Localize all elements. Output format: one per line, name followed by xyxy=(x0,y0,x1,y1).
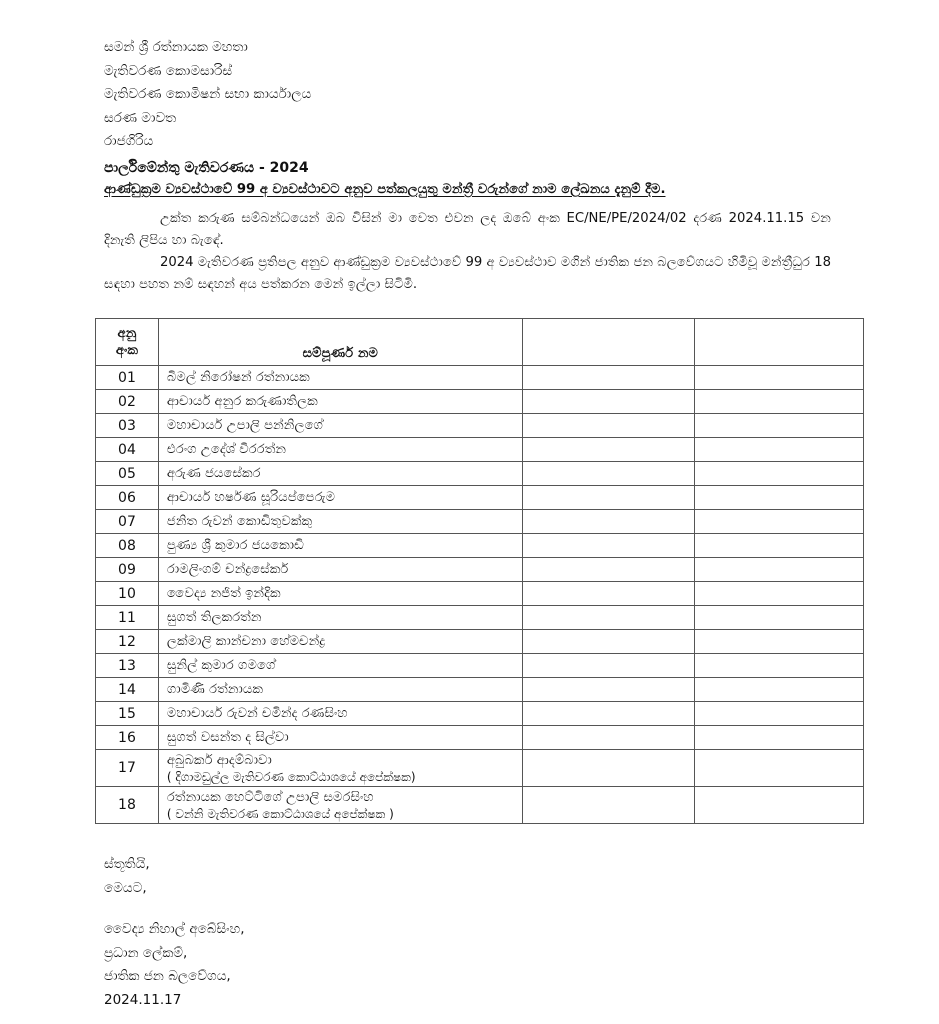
table-row xyxy=(96,390,864,414)
row-number: 15 xyxy=(96,702,159,726)
closing-yours: මෙයට, xyxy=(104,880,147,896)
nominee-name: ආචාර්ය අනුර කරුණාතිලක xyxy=(166,394,318,409)
blank-cell xyxy=(695,678,864,702)
nominee-name: අබුබකර් ආදම්බාවා xyxy=(166,752,272,768)
row-number: 18 xyxy=(96,787,159,824)
row-number: 01 xyxy=(96,366,159,390)
row-name-cell xyxy=(158,726,522,750)
blank-cell xyxy=(522,486,695,510)
blank-cell xyxy=(695,390,864,414)
blank-cell xyxy=(695,582,864,606)
blank-cell xyxy=(695,438,864,462)
signature-block xyxy=(104,918,245,1012)
nominee-name: මහාචාර්ය උපාලි පන්නිලගේ xyxy=(166,418,323,433)
row-number: 14 xyxy=(96,678,159,702)
row-number: 11 xyxy=(96,606,159,630)
nominee-name: ලක්මාලි කාන්චනා හේමචන්ද්‍ර xyxy=(166,634,326,649)
table-row xyxy=(96,486,864,510)
table-row xyxy=(96,366,864,390)
column-header-blank xyxy=(522,319,695,366)
table-row xyxy=(96,750,864,787)
letter-date: 2024.11.17 xyxy=(104,991,182,1008)
blank-cell xyxy=(522,787,695,824)
blank-cell xyxy=(522,414,695,438)
address-line: මැතිවරණ කොමිෂන් සභා කාර්යාලය xyxy=(104,86,312,102)
table-row xyxy=(96,678,864,702)
row-name-cell xyxy=(158,510,522,534)
blank-cell xyxy=(522,510,695,534)
table-row xyxy=(96,462,864,486)
row-number: 04 xyxy=(96,438,159,462)
nominee-note: ( දිගාමඩුල්ල මැතිවරණ කොට්ඨාශයේ අපේක්ෂක) xyxy=(166,769,416,784)
blank-cell xyxy=(522,654,695,678)
nominee-name: පුණ්‍ය ශ්‍රී කුමාර ජයකොඩි xyxy=(166,538,304,553)
blank-cell xyxy=(522,606,695,630)
nominee-name: වෛද්‍ය නජිත් ඉන්දික xyxy=(166,586,281,601)
table-row xyxy=(96,654,864,678)
address-line: සමන් ශ්‍රී රත්නායක මහතා xyxy=(104,39,248,55)
blank-cell xyxy=(522,750,695,787)
row-name-cell xyxy=(158,534,522,558)
table-row xyxy=(96,414,864,438)
row-name-cell xyxy=(158,702,522,726)
blank-cell xyxy=(522,702,695,726)
column-header-blank xyxy=(695,319,864,366)
row-name-cell xyxy=(158,678,522,702)
blank-cell xyxy=(695,534,864,558)
blank-cell xyxy=(522,678,695,702)
nominee-name: ගාමිණි රත්නායක xyxy=(166,682,264,697)
blank-cell xyxy=(695,510,864,534)
body-paragraph-2: 2024 මැතිවරණ ප්‍රතිපල අනුව ආණ්ඩුක්‍රම ව්‍යවස්ථාවේ 99 අ ව්‍යවස්ථාව මගින් ජාතික ජන බලවේගයට හිමිවූ මන්ත්‍රීධුර 18 සඳහා පහත නම් සඳහන් අය පත්කරන මෙන් ඉල්ලා සිටිමි. xyxy=(104,255,831,292)
recipient-address xyxy=(104,36,311,154)
column-header-number: අනු අංක xyxy=(96,319,159,366)
row-number: 05 xyxy=(96,462,159,486)
nominee-name: ආචාර්ය හර්ෂණ සූරියප්පෙරුම xyxy=(166,490,336,505)
row-number: 12 xyxy=(96,630,159,654)
row-name-cell xyxy=(158,438,522,462)
row-name-cell xyxy=(158,787,522,824)
table-row xyxy=(96,787,864,824)
blank-cell xyxy=(522,582,695,606)
closing xyxy=(104,852,150,900)
blank-cell xyxy=(522,558,695,582)
address-line: මැතිවරණ කොමසාරිස් xyxy=(104,62,233,79)
nominee-name: රාමලිංගම් චන්ද්‍රසේකර් xyxy=(166,562,289,577)
row-number: 02 xyxy=(96,390,159,414)
row-number: 03 xyxy=(96,414,159,438)
address-line: රාජගිරිය xyxy=(104,133,154,149)
table-row xyxy=(96,558,864,582)
row-name-cell xyxy=(158,414,522,438)
table-row xyxy=(96,438,864,462)
blank-cell xyxy=(695,558,864,582)
blank-cell xyxy=(695,414,864,438)
nominee-note: ( වන්නි මැතිවරණ කොට්ඨාශයේ අපේක්ෂක ) xyxy=(166,806,394,821)
blank-cell xyxy=(522,438,695,462)
table-row xyxy=(96,726,864,750)
row-name-cell xyxy=(158,390,522,414)
nominee-name: ජනිත රුවන් කොඩිතුවක්කු xyxy=(166,514,313,529)
row-number: 06 xyxy=(96,486,159,510)
table-row xyxy=(96,606,864,630)
nominee-name: මහාචාර්ය රුවන් චමින්ද රණසිංහ xyxy=(166,706,348,721)
nominee-name: සුගත් වසන්ත ද සිල්වා xyxy=(166,730,289,745)
row-name-cell xyxy=(158,558,522,582)
blank-cell xyxy=(695,702,864,726)
column-header-name: සම්පූර්ණ නම xyxy=(158,319,522,366)
nominee-name: එරංග උදේශ් වීරරත්න xyxy=(166,442,287,457)
nominee-name: රත්නායක හෙට්ටිගේ උපාලි සමරසිංහ xyxy=(166,789,374,805)
signatory-title: ප්‍රධාන ලේකම්, xyxy=(104,944,188,961)
nominee-name: සුනිල් කුමාර ගමගේ xyxy=(166,658,276,673)
blank-cell xyxy=(522,630,695,654)
row-number: 08 xyxy=(96,534,159,558)
row-name-cell xyxy=(158,606,522,630)
table-header-row xyxy=(96,319,864,366)
blank-cell xyxy=(522,366,695,390)
row-name-cell xyxy=(158,486,522,510)
nominee-name: සුගත් තිලකරත්න xyxy=(166,610,262,625)
blank-cell xyxy=(695,726,864,750)
nominee-table xyxy=(95,318,864,824)
blank-cell xyxy=(695,486,864,510)
row-name-cell xyxy=(158,630,522,654)
table-row xyxy=(96,582,864,606)
closing-thanks: ස්තූතියි, xyxy=(104,856,150,872)
table-row xyxy=(96,702,864,726)
blank-cell xyxy=(695,606,864,630)
subject-line: ආණ්ඩුක්‍රම ව්‍යවස්ථාවේ 99 අ ව්‍යවස්ථාවට අනුව පත්කලයුතු මන්ත්‍රී වරුන්ගේ නාම ලේඛනය දැනුම් දීම. xyxy=(104,182,666,197)
blank-cell xyxy=(695,787,864,824)
row-number: 13 xyxy=(96,654,159,678)
blank-cell xyxy=(695,654,864,678)
address-line: සරණ මාවත xyxy=(104,109,177,126)
row-name-cell xyxy=(158,750,522,787)
row-number: 16 xyxy=(96,726,159,750)
blank-cell xyxy=(695,630,864,654)
blank-cell xyxy=(522,534,695,558)
body-paragraph-1: උක්ත කරුණ සම්බන්ධයෙන් ඔබ විසින් මා වෙත එවන ලද ඔබේ අංක EC/NE/PE/2024/02 දරණ 2024.11.15 වන දිනැති ලිපිය හා බැඳේ. xyxy=(104,211,831,248)
row-number: 07 xyxy=(96,510,159,534)
row-number: 10 xyxy=(96,582,159,606)
table-row xyxy=(96,630,864,654)
subject-heading: පාර්ලිමේන්තු මැතිවරණය - 2024 xyxy=(104,160,309,176)
blank-cell xyxy=(695,366,864,390)
blank-cell xyxy=(695,750,864,787)
row-name-cell xyxy=(158,462,522,486)
blank-cell xyxy=(522,390,695,414)
table-row xyxy=(96,534,864,558)
row-number: 17 xyxy=(96,750,159,787)
blank-cell xyxy=(695,462,864,486)
row-number: 09 xyxy=(96,558,159,582)
signatory-organization: ජාතික ජන බලවේගය, xyxy=(104,968,231,985)
row-name-cell xyxy=(158,654,522,678)
blank-cell xyxy=(522,462,695,486)
blank-cell xyxy=(522,726,695,750)
nominee-name: බිමල් නිරෝෂන් රත්නායක xyxy=(166,370,310,385)
row-name-cell xyxy=(158,366,522,390)
row-name-cell xyxy=(158,582,522,606)
nominee-name: අරුණ ජයසේකර xyxy=(166,466,261,481)
table-row xyxy=(96,510,864,534)
signatory-name: වෛද්‍ය නිහාල් අබේසිංහ, xyxy=(104,921,245,937)
